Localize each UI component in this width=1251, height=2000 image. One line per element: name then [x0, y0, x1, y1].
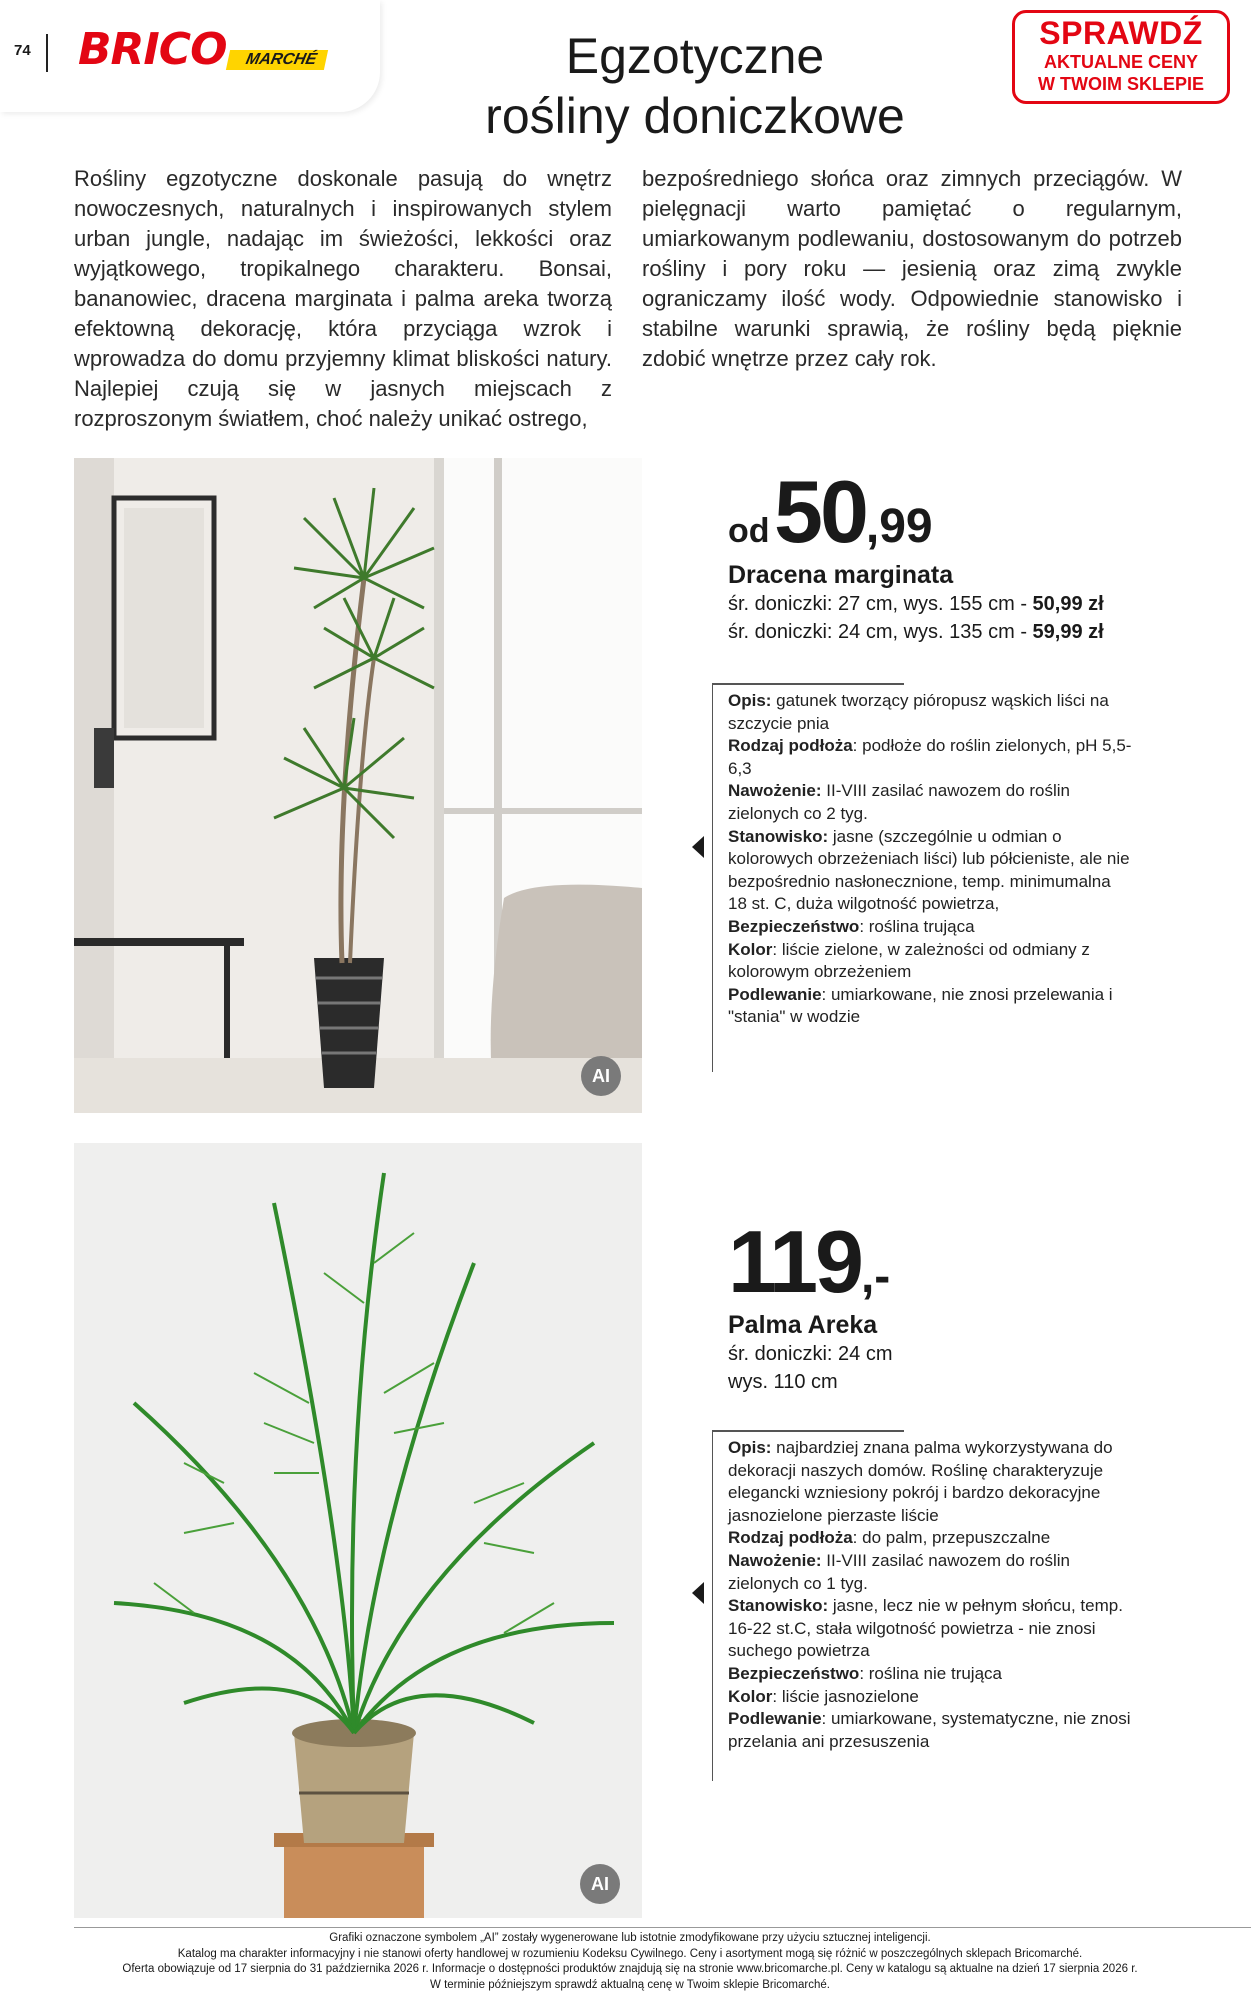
logo-brico-text: BRICO: [78, 24, 227, 75]
palma-name: Palma Areka: [728, 1311, 878, 1339]
dracena-price-block: [728, 462, 1104, 646]
desc-text: : roślina nie trująca: [859, 1663, 1002, 1683]
desc-label: Kolor: [728, 1686, 773, 1706]
desc-entry: [728, 939, 1132, 984]
desc-label: Nawożenie:: [728, 781, 822, 801]
dracena-spec-1: [728, 590, 1104, 618]
dracena-name: Dracena marginata: [728, 561, 954, 589]
stamp-line3: W TWOIM SKLEPIE: [1038, 74, 1204, 94]
desc-label: Bezpieczeństwo: [728, 1663, 860, 1683]
desc-label: Nawożenie:: [728, 1550, 822, 1570]
desc-text: : umiarkowane, nie znosi przelewania i "stania" w wodzie: [728, 984, 1113, 1027]
bricomarche-logo[interactable]: [78, 24, 340, 78]
stamp-line2: AKTUALNE CENY: [1043, 52, 1198, 72]
desc-entry: [728, 1527, 1132, 1550]
desc-entry: [728, 826, 1132, 916]
desc-text: najbardziej znana palma wykorzystywana do dekoracji naszych domów. Roślinę charakteryzuje elegancki wzniesiony pokrój i bardzo dekoracyjne jasnozielone pierzaste liście: [728, 1438, 1113, 1525]
footer-line-1: Grafiki oznaczone symbolem „AI” zostały wygenerowane lub istotnie zmodyfikowane przy użyciu sztucznej inteligencji.: [329, 1932, 931, 1944]
desc-text: jasne (szczególnie u odmian o kolorowych obrzeżeniach liści) lub półcieniste, ale nie bezpośrednio nasłonecznione, temp. minimumalna 18 st. C, duża wilgotność powietrza,: [728, 826, 1130, 914]
desc-label: Opis:: [728, 691, 772, 710]
desc-text: jasne, lecz nie w pełnym słońcu, temp. 16-22 st.C, stała wilgotność powietrza - nie znosi suchego powietrza: [728, 1596, 1123, 1661]
desc-label: Podlewanie: [728, 984, 822, 1004]
palma-price-block: [728, 1212, 893, 1396]
desc-text: : do palm, przepuszczalne: [852, 1528, 1051, 1548]
desc-label: Rodzaj podłoża: [728, 736, 853, 756]
desc-text: gatunek tworzący pióropusz wąskich liści na szczycie pnia: [728, 691, 1109, 733]
footer-line-3: Oferta obowiązuje od 17 sierpnia do 31 października 2026 r. Informacje o dostępności produktów znajdują się na stronie www.bricomarche.pl. Ceny w katalogu są aktualne na dzień 17 sierpnia 2026 r.: [122, 1963, 1138, 1976]
desc-entry: [728, 1686, 1132, 1709]
desc-entry: [728, 1663, 1132, 1686]
desc-label: Rodzaj podłoża: [728, 1528, 853, 1548]
spec-price: 50,99 zł: [1032, 593, 1104, 615]
logo-marche-text: MARCHÉ: [226, 50, 328, 70]
desc-label: Stanowisko:: [728, 1596, 829, 1616]
dracena-price: [728, 462, 1104, 561]
desc-label: Stanowisko:: [728, 826, 829, 846]
desc-text: : roślina trująca: [859, 916, 975, 936]
dracena-spec-2: [728, 618, 1104, 646]
spec-text: śr. doniczki: 24 cm, wys. 135 cm -: [728, 621, 1033, 643]
desc-text: II-VIII zasilać nawozem do roślin zielonych co 1 tyg.: [728, 1550, 1071, 1593]
spec-price: 59,99 zł: [1032, 621, 1104, 643]
desc-entry: [728, 916, 1132, 939]
desc-entry: [728, 1437, 1132, 1527]
desc-text: : podłoże do roślin zielonych, pH 5,5-6,3: [728, 736, 1132, 778]
stamp-line1: SPRAWDŹ: [1039, 15, 1203, 51]
desc-entry: [728, 735, 1132, 780]
dracena-illustration: [74, 458, 642, 1113]
desc-entry: [728, 984, 1132, 1029]
intro-paragraph-right: bezpośredniego słońca oraz zimnych przeciągów. W pielęgnacji warto pamiętać o regularnym, umiarkowanym podlewaniu, dostosowanym do potrzeb rośliny i pory roku — jesienią oraz zimą zwykle ograniczamy ilość wody. Odpowiednie stanowisko i stabilne warunki sprawią, że rośliny będą pięknie zdobić wnętrze przez cały rok.: [642, 166, 1182, 371]
price-decimal: ,99: [865, 500, 933, 553]
desc-entry: [728, 1708, 1132, 1753]
palma-description: [712, 1431, 1132, 1781]
desc-label: Bezpieczeństwo: [728, 916, 860, 936]
dracena-arrow-icon: [692, 836, 704, 858]
palma-spec-1: śr. doniczki: 24 cm: [728, 1343, 893, 1365]
palma-areka-photo: [74, 1143, 642, 1918]
desc-entry: [728, 1595, 1132, 1663]
desc-label: Podlewanie: [728, 1709, 822, 1729]
price-integer: 119: [728, 1212, 861, 1311]
desc-text: : liście zielone, w zależności od odmiany z kolorowym obrzeżeniem: [728, 939, 1090, 982]
palma-price: [728, 1212, 893, 1311]
header-tab: [0, 0, 380, 112]
desc-entry: [728, 690, 1132, 735]
ai-badge: AI: [581, 1056, 621, 1096]
desc-entry: [728, 780, 1132, 825]
palma-spec-2: wys. 110 cm: [728, 1371, 838, 1393]
palma-arrow-icon: [692, 1582, 704, 1604]
desc-text: : umiarkowane, systematyczne, nie znosi przelania ani przesuszenia: [728, 1709, 1131, 1751]
page-divider: [46, 34, 48, 72]
desc-entry: [728, 1550, 1132, 1595]
page-title-line1: Egzotyczne: [565, 28, 825, 84]
page-title-line2: rośliny doniczkowe: [485, 88, 905, 144]
footer-line-2: Katalog ma charakter informacyjny i nie stanowi oferty handlowej w rozumieniu Kodeksu Cywilnego. Ceny i asortyment mogą się różnić w poszczególnych sklepach Bricomarché.: [177, 1947, 1083, 1960]
footer-rule: [74, 1927, 1251, 1928]
desc-label: Opis:: [728, 1438, 772, 1457]
page-title: [380, 26, 1010, 146]
desc-label: Kolor: [728, 939, 773, 959]
price-integer: 50: [774, 462, 866, 561]
price-decimal: ,-: [860, 1250, 891, 1303]
ai-badge: AI: [580, 1864, 620, 1904]
desc-text: : liście jasnozielone: [772, 1686, 919, 1706]
dracena-description: [712, 684, 1132, 1072]
palma-illustration: [74, 1143, 642, 1918]
footer-disclaimer: [40, 1931, 1220, 1993]
page-number: 74: [14, 42, 31, 59]
intro-paragraph-left: Rośliny egzotyczne doskonale pasują do wnętrz nowoczesnych, naturalnych i inspirowanych stylem urban jungle, nadając im świeżości, lekkości oraz wyjątkowego, tropikalnego charakteru. Bonsai, bananowiec, dracena marginata i palma areka tworzą efektowną dekorację, która przyciąga wzrok i wprowadza do domu przyjemny klimat bliskości natury. Najlepiej czują się w jasnych miejscach z rozproszonym światłem, choć należy unikać ostrego,: [74, 166, 612, 431]
dracena-photo: [74, 458, 642, 1113]
spec-text: śr. doniczki: 27 cm, wys. 155 cm -: [728, 593, 1033, 615]
desc-text: II-VIII zasilać nawozem do roślin zielonych co 2 tyg.: [728, 781, 1071, 823]
price-prefix: od: [728, 512, 770, 550]
check-prices-stamp: [1012, 10, 1230, 104]
footer-line-4: W terminie późniejszym sprawdź aktualną cenę w Twoim sklepie Bricomarché.: [430, 1978, 830, 1991]
